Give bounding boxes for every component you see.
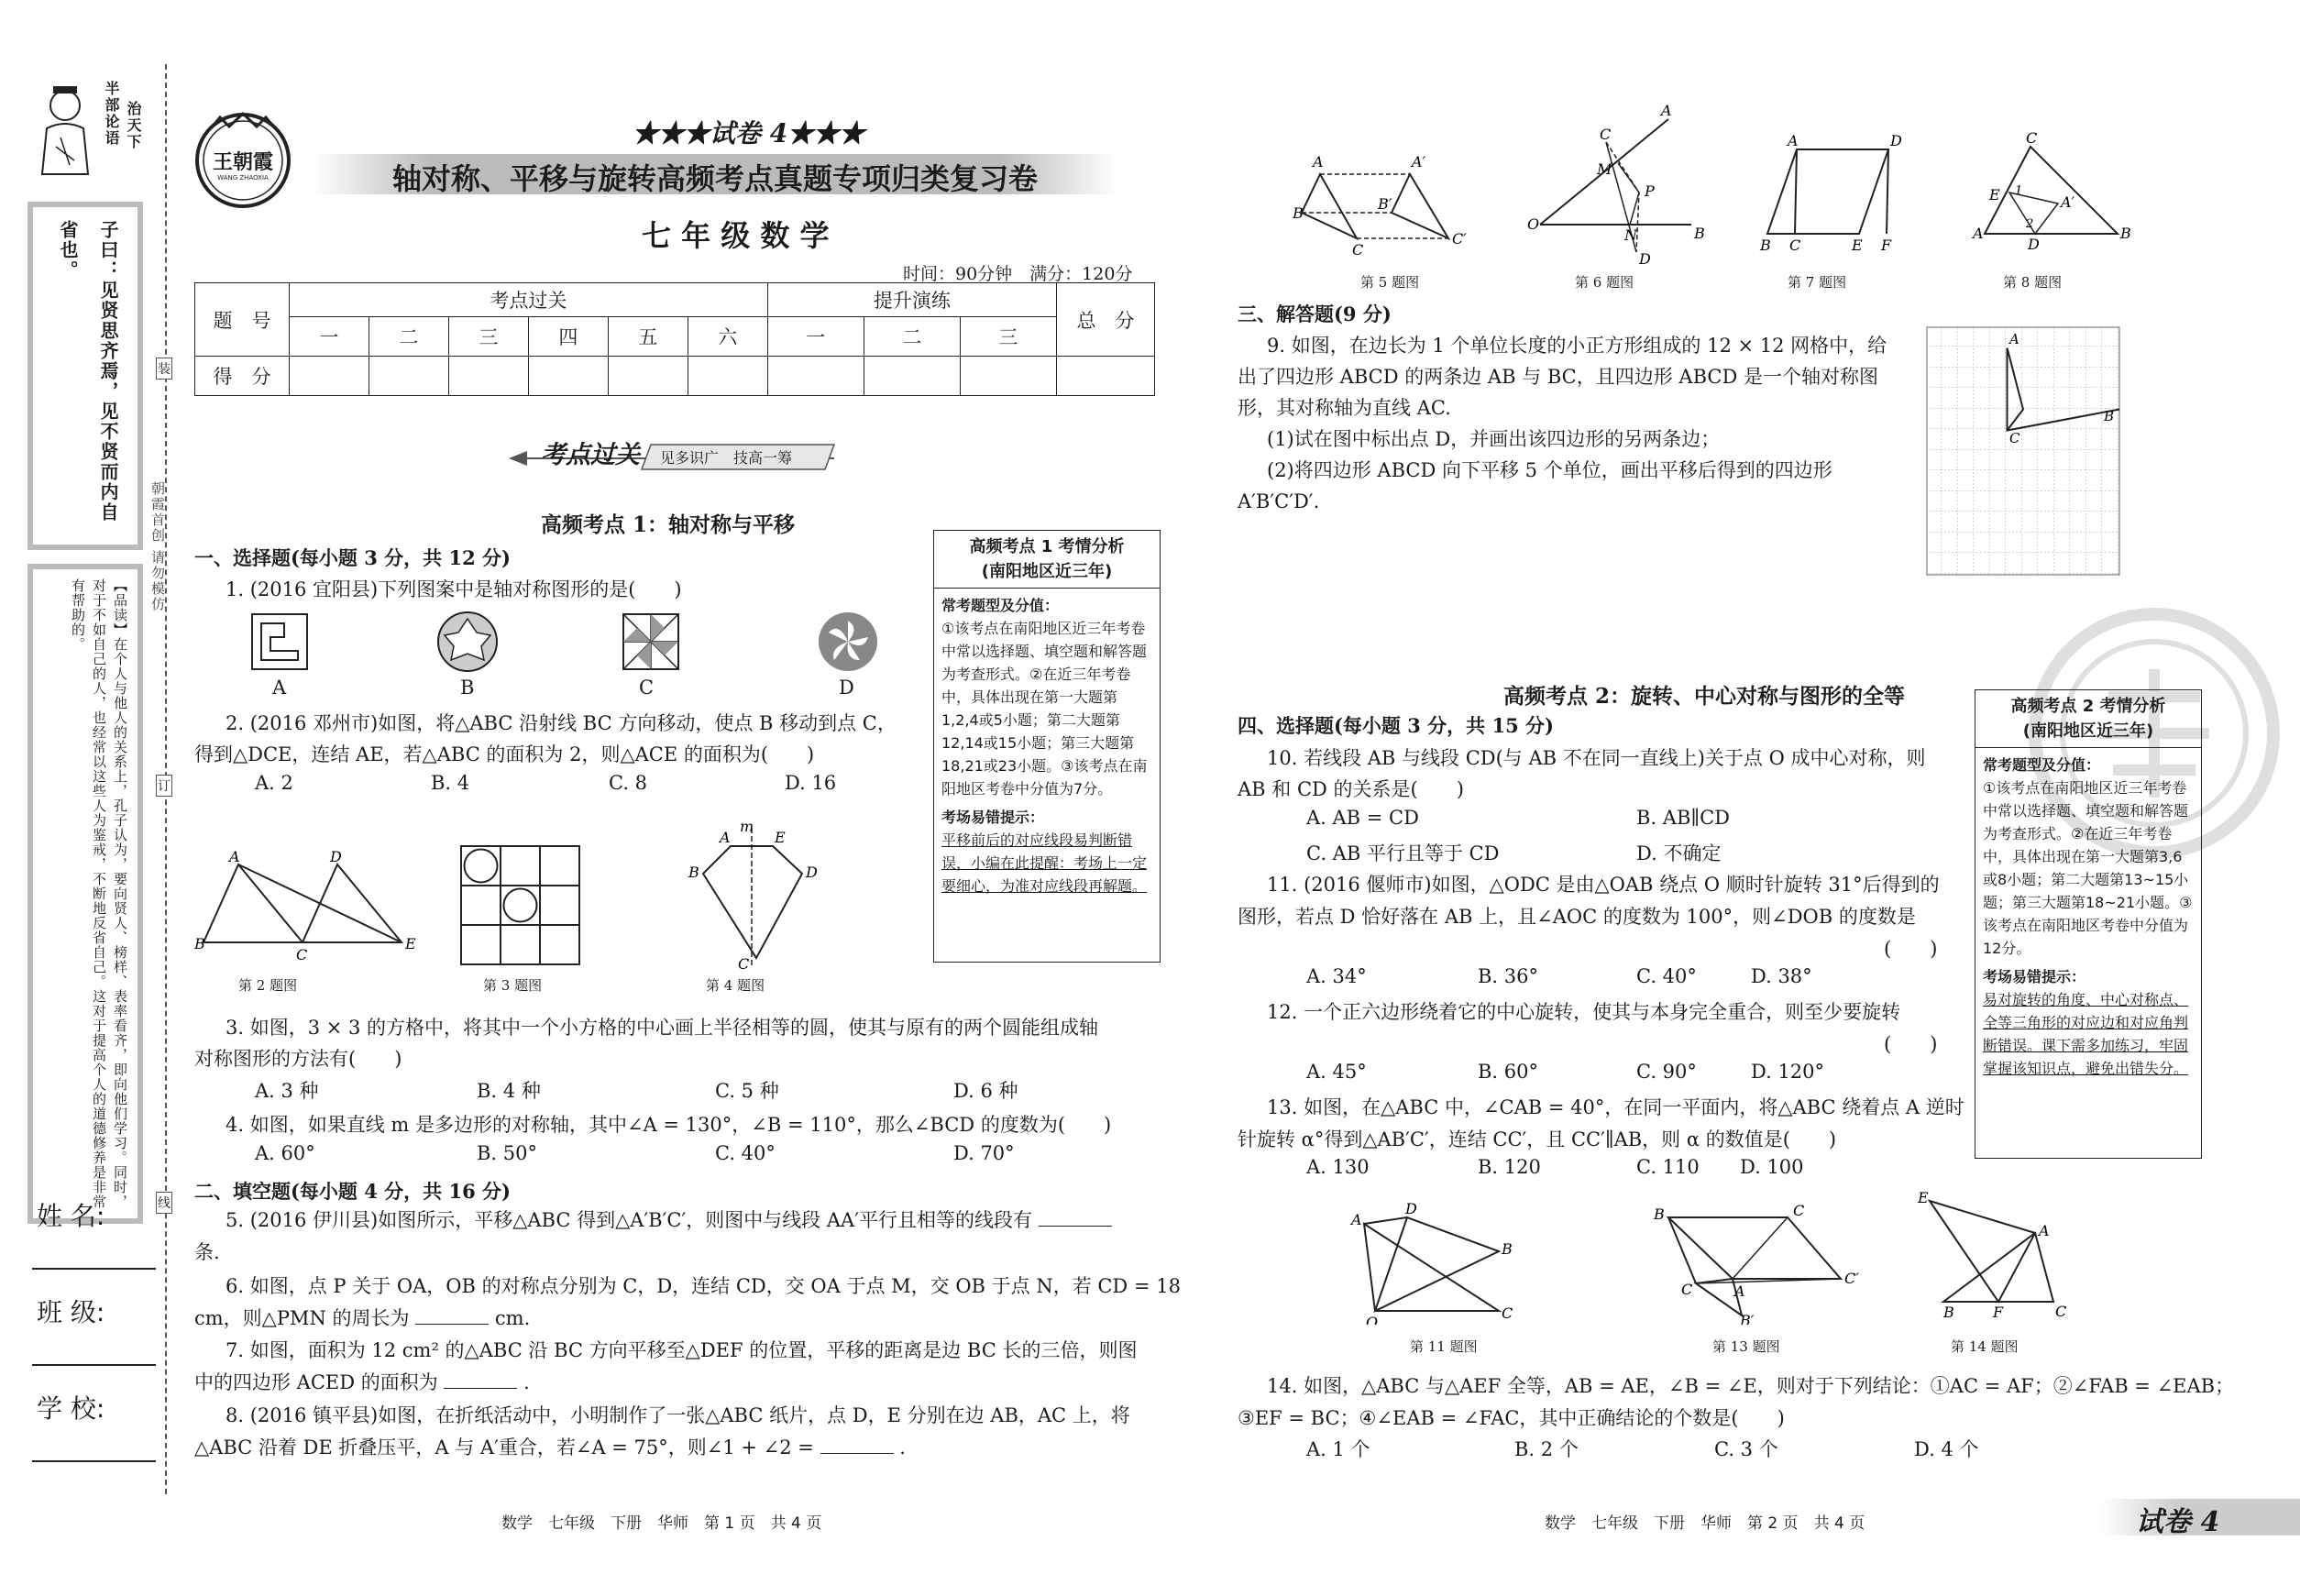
q13-text-1: 13. 如图，在△ABC 中，∠CAB = 40°，在同一平面内，将△ABC 绕着点 A 逆时 — [1267, 1096, 1964, 1118]
score-col: 二 — [369, 317, 448, 357]
q11-figure-svg — [1348, 1201, 1540, 1325]
svg-text:P: P — [1645, 182, 1655, 200]
q2-text-2: 得到△DCE，连结 AE，若△ABC 的面积为 2，则△ACE 的面积为( ) — [194, 743, 815, 765]
q1-option-d-icon — [819, 612, 877, 671]
q6-text-2b: cm. — [494, 1307, 531, 1329]
q11-option-a[interactable]: A. 34° — [1306, 965, 1367, 987]
name-line[interactable] — [32, 1268, 156, 1270]
score-col: 五 — [608, 317, 688, 357]
q14-figure-svg — [1907, 1192, 2090, 1320]
q6-caption: 第 6 题图 — [1575, 274, 1634, 291]
q4-caption: 第 4 题图 — [706, 977, 765, 994]
svg-text:A′: A′ — [2061, 193, 2075, 211]
q1-label-b: B — [460, 677, 475, 699]
svg-text:D: D — [2028, 236, 2040, 253]
q2-option-c[interactable]: C. 8 — [609, 772, 648, 794]
svg-text:B: B — [2120, 225, 2131, 242]
q8-text-1: 8. (2016 镇平县)如图，在折纸活动中，小明制作了一张△ABC 纸片，点 D，E 分别在边 AB，AC 上，将 — [226, 1404, 1130, 1426]
confucius-icon — [33, 73, 97, 183]
svg-text:A: A — [1788, 133, 1799, 149]
section-banner — [504, 431, 843, 477]
q12-option-b[interactable]: B. 60° — [1478, 1061, 1539, 1083]
class-label: 班 级: — [37, 1297, 105, 1327]
q2-option-a[interactable]: A. 2 — [255, 772, 293, 794]
topic2-box-h1: 常考题型及分值： — [1983, 756, 2101, 774]
q11-option-d[interactable]: D. 38° — [1751, 965, 1812, 987]
q10-option-c[interactable]: C. AB 平行且等于 CD — [1306, 842, 1500, 864]
q11-text-2: 图形，若点 D 恰好落在 AB 上，且∠AOC 的度数为 100°，则∠DOB 的度数是 — [1238, 906, 1916, 928]
q14-text-2: ③EF = BC；④∠EAB = ∠FAC，其中正确结论的个数是( ) — [1238, 1407, 1785, 1429]
score-cell[interactable] — [1057, 357, 1155, 396]
q7-answer-blank[interactable] — [444, 1388, 517, 1389]
q12-option-d[interactable]: D. 120° — [1751, 1061, 1825, 1083]
q9-text-2: 出了四边形 ABCD 的两条边 AB 与 BC，且四边形 ABCD 是一个轴对称图 — [1238, 366, 1878, 388]
section1-title: 一、选择题(每小题 3 分，共 12 分) — [194, 546, 511, 569]
svg-text:B: B — [1694, 225, 1705, 242]
q8-caption: 第 8 题图 — [2003, 274, 2063, 291]
q2-figure-svg — [193, 848, 422, 967]
q12-option-a[interactable]: A. 45° — [1306, 1061, 1367, 1083]
topic1-box-t1: ①该考点在南阳地区近三年考卷中常以选择题、填空题和解答题为考查形式。②在近三年考卷中，具体出现在第一大题第1,2,4或5小题；第二大题第12,14或15小题；第三大题第18,21或23小题。③该考点在南阳地区考卷中分值为7分。 — [941, 620, 1148, 798]
svg-text:D: D — [330, 848, 342, 865]
q9-grid[interactable] — [1925, 325, 2122, 578]
score-table-label-score: 得 分 — [195, 357, 290, 396]
time-info: 时间：90分钟 满分：120分 — [903, 264, 1133, 284]
section2-title: 二、填空题(每小题 4 分，共 16 分) — [194, 1180, 511, 1203]
score-cell[interactable] — [960, 357, 1056, 396]
q3-option-a[interactable]: A. 3 种 — [255, 1080, 319, 1102]
q5-figure-svg — [1293, 147, 1476, 266]
section4-title: 四、选择题(每小题 3 分，共 15 分) — [1238, 714, 1554, 737]
svg-text:D: D — [806, 864, 818, 881]
left-margin — [28, 64, 151, 1209]
score-cell[interactable] — [608, 357, 688, 396]
score-table-total: 总 分 — [1057, 283, 1155, 357]
logo-text-2: 治天下 — [125, 101, 142, 150]
q6-figure — [1522, 101, 1705, 266]
q10-text-1: 10. 若线段 AB 与线段 CD(与 AB 不在同一直线上)关于点 O 成中心对称，则 — [1267, 747, 1926, 769]
q3-option-d[interactable]: D. 6 种 — [953, 1080, 1018, 1102]
svg-text:B: B — [1943, 1304, 1954, 1320]
q10-option-b[interactable]: B. AB∥CD — [1636, 807, 1730, 829]
q8-text-2a: △ABC 沿着 DE 折叠压平，A 与 A′重合，若∠A = 75°，则∠1 + ∠2 = — [194, 1436, 814, 1458]
topic1-analysis-box — [933, 530, 1161, 963]
score-table-label-no: 题 号 — [195, 283, 290, 357]
svg-text:D: D — [1405, 1201, 1417, 1217]
quote-text: 子曰：见贤思齐焉，见不贤而内自省也。 — [57, 220, 119, 523]
svg-text:A: A — [1313, 153, 1324, 171]
q13-option-a[interactable]: A. 130 — [1306, 1156, 1370, 1178]
svg-text:E: E — [1918, 1192, 1929, 1206]
q2-option-b[interactable]: B. 4 — [431, 772, 470, 794]
topic2-analysis-box — [1975, 689, 2202, 1159]
score-col: 一 — [767, 317, 864, 357]
topic2-box-sub: (南阳地区近三年) — [2022, 721, 2154, 741]
q5-text-1-content: 5. (2016 伊川县)如图所示，平移△ABC 得到△A′B′C′，则图中与线段 AA′平行且相等的线段有 — [226, 1209, 1032, 1231]
q12-paren: ( ) — [1884, 1033, 1938, 1055]
q9-text-3: 形，其对称轴为直线 AC. — [1238, 397, 1451, 419]
footer-tag: 试卷 4 — [2136, 1506, 2220, 1538]
q8-figure-svg — [1971, 128, 2136, 257]
q14-option-a[interactable]: A. 1 个 — [1306, 1438, 1370, 1460]
q8-figure — [1971, 128, 2136, 257]
score-col: 六 — [688, 317, 767, 357]
svg-text:D: D — [1639, 250, 1651, 266]
score-table-group2: 提升演练 — [767, 283, 1056, 317]
svg-text:C: C — [1600, 126, 1612, 143]
q13-figure-svg — [1641, 1201, 1861, 1325]
svg-text:C: C — [1793, 1202, 1805, 1219]
q13-option-d[interactable]: D. 100 — [1740, 1156, 1804, 1178]
copyright-note: 朝霞首创 请勿模仿 — [149, 481, 166, 612]
q3-text-2: 对称图形的方法有( ) — [194, 1048, 402, 1070]
svg-text:C: C — [1352, 241, 1364, 259]
cut-mark-2: 订 — [156, 775, 172, 797]
class-line[interactable] — [32, 1364, 156, 1366]
score-col: 四 — [528, 317, 608, 357]
q10-option-a[interactable]: A. AB = CD — [1306, 807, 1419, 829]
q6-text-2a: cm，则△PMN 的周长为 — [194, 1307, 410, 1329]
q11-text-1: 11. (2016 偃师市)如图，△ODC 是由△OAB 绕点 O 顺时针旋转 31°后得到的 — [1267, 874, 1940, 896]
q5-caption: 第 5 题图 — [1360, 274, 1420, 291]
svg-text:B: B — [1654, 1205, 1665, 1223]
reading-box — [28, 564, 143, 1224]
q5-text-2: 条. — [194, 1241, 220, 1263]
svg-text:1: 1 — [2015, 184, 2023, 198]
q2-option-d[interactable]: D. 16 — [785, 772, 837, 794]
score-col: 三 — [448, 317, 528, 357]
svg-text:B: B — [1502, 1240, 1513, 1258]
score-cell[interactable] — [448, 357, 528, 396]
svg-text:C: C — [738, 955, 750, 972]
q7-text-2 — [194, 1367, 530, 1398]
topic2-title: 高频考点 2：旋转、中心对称与图形的全等 — [1503, 684, 1906, 709]
q10-option-d[interactable]: D. 不确定 — [1636, 842, 1722, 864]
q4-option-b[interactable]: B. 50° — [477, 1142, 538, 1164]
score-cell[interactable] — [864, 357, 960, 396]
q11-figure — [1348, 1201, 1540, 1325]
q1-label-a: A — [272, 677, 287, 699]
q14-caption: 第 14 题图 — [1951, 1338, 2019, 1355]
q4-option-c[interactable]: C. 40° — [715, 1142, 776, 1164]
score-table-group1: 考点过关 — [290, 283, 768, 317]
q1-label-d: D — [839, 677, 854, 699]
q1-option-a-icon — [252, 614, 307, 669]
score-cell[interactable] — [767, 357, 864, 396]
q7-text-2a: 中的四边形 ACED 的面积为 — [194, 1371, 438, 1393]
svg-text:A: A — [2009, 331, 2019, 347]
q4-option-a[interactable]: A. 60° — [255, 1142, 315, 1164]
score-cell[interactable] — [528, 357, 608, 396]
q7-text-2b: . — [523, 1371, 530, 1393]
svg-text:B′: B′ — [1378, 195, 1392, 213]
q13-caption: 第 13 题图 — [1712, 1338, 1780, 1355]
q10-text-2: AB 和 CD 的关系是( ) — [1238, 778, 1464, 800]
school-label: 学 校: — [37, 1393, 105, 1424]
q12-text: 12. 一个正六边形绕着它的中心旋转，使其与本身完全重合，则至少要旋转 — [1267, 1001, 1901, 1023]
svg-text:O: O — [1527, 215, 1540, 233]
q2-caption: 第 2 题图 — [238, 977, 298, 994]
q7-figure-svg — [1742, 133, 1916, 252]
topic1-box-h2: 考场易错提示： — [941, 809, 1045, 826]
svg-text:E: E — [1852, 237, 1863, 252]
q14-option-b[interactable]: B. 2 个 — [1514, 1438, 1579, 1460]
svg-text:C: C — [2055, 1303, 2067, 1320]
svg-text:A: A — [720, 829, 731, 846]
svg-text:M: M — [1597, 160, 1612, 178]
svg-text:F: F — [1993, 1304, 2004, 1320]
topic1-title: 高频考点 1：轴对称与平移 — [541, 512, 796, 537]
q13-text-2: 针旋转 α°得到△AB′C′，连结 CC′，且 CC′∥AB，则 α 的数值是( ) — [1238, 1128, 1837, 1150]
topic1-box-title: 高频考点 1 考情分析 — [969, 537, 1125, 556]
q6-answer-blank[interactable] — [415, 1324, 489, 1325]
svg-text:A: A — [1351, 1211, 1362, 1228]
footer-left: 数学 七年级 下册 华师 第 1 页 共 4 页 — [501, 1514, 822, 1533]
topic1-box-h1: 常考题型及分值： — [941, 597, 1060, 614]
q9-text-1: 9. 如图，在边长为 1 个单位长度的小正方形组成的 12 × 12 网格中，给 — [1267, 335, 1887, 357]
brand-name: 王朝霞 — [212, 150, 273, 174]
q13-option-b[interactable]: B. 120 — [1478, 1156, 1541, 1178]
topic1-box-t2: 平移前后的对应线段易判断错误，小编在此提醒：考场上一定要细心，为准对应线段再解题。 — [941, 831, 1148, 895]
q3-figure-svg — [458, 843, 582, 967]
score-col: 三 — [960, 317, 1056, 357]
svg-text:C: C — [2009, 430, 2020, 446]
name-label: 姓 名: — [37, 1201, 105, 1231]
q4-figure-svg — [683, 820, 820, 972]
topic2-box-title: 高频考点 2 考情分析 — [2010, 697, 2166, 716]
logo-figure — [33, 73, 97, 183]
svg-text:N: N — [1624, 226, 1637, 244]
q4-figure — [683, 820, 820, 972]
svg-text:B: B — [1293, 204, 1304, 222]
svg-text:B: B — [1760, 237, 1771, 252]
q13-option-c[interactable]: C. 110 — [1636, 1156, 1700, 1178]
svg-text:C′: C′ — [1452, 230, 1467, 248]
q9-text-4: (1)试在图中标出点 D，并画出该四边形的另两条边； — [1267, 428, 1721, 450]
q3-figure — [458, 843, 582, 967]
svg-text:O: O — [1366, 1314, 1379, 1325]
score-col: 二 — [864, 317, 960, 357]
svg-text:B: B — [2104, 408, 2115, 424]
cut-mark-1: 装 — [156, 358, 172, 380]
q1-text: 1. (2016 宜阳县)下列图案中是轴对称图形的是( ) — [226, 578, 682, 600]
q2-figure — [193, 848, 422, 967]
q11-caption: 第 11 题图 — [1410, 1338, 1478, 1355]
q3-option-c[interactable]: C. 5 种 — [715, 1080, 779, 1102]
svg-text:C: C — [1789, 237, 1801, 252]
paper-title: 轴对称、平移与旋转高频考点真题专项归类复习卷 — [391, 161, 1038, 196]
section3-title: 三、解答题(9 分) — [1238, 303, 1392, 325]
q5-figure — [1293, 147, 1476, 266]
q7-text-1: 7. 如图，面积为 12 cm² 的△ABC 沿 BC 方向平移至△DEF 的位置，平移的距离是边 BC 长的三倍，则图 — [226, 1339, 1138, 1361]
topic2-box-h2: 考场易错提示： — [1983, 968, 2086, 985]
q2-text-1: 2. (2016 邓州市)如图，将△ABC 沿射线 BC 方向移动，使点 B 移动到点 C， — [226, 712, 897, 734]
q14-figure — [1907, 1192, 2090, 1320]
topic2-box-t2: 易对旋转的角度、中心对称点、全等三角形的对应边和对应角判断错误。课下需多加练习，牢固掌握该知识点，避免出错失分。 — [1983, 991, 2189, 1077]
q4-text: 4. 如图，如果直线 m 是多边形的对称轴，其中∠A = 130°，∠B = 110°，那么∠BCD 的度数为( ) — [226, 1114, 1112, 1136]
quote-box — [28, 202, 143, 550]
q14-text-1: 14. 如图，△ABC 与△AEF 全等，AB = AE，∠B = ∠E，则对于下列结论：①AC = AF；②∠FAB = ∠EAB； — [1267, 1375, 2235, 1397]
brand-english: WANG ZHAOXIA — [217, 174, 269, 182]
brand-seal — [193, 110, 293, 211]
q11-paren: ( ) — [1884, 938, 1938, 960]
score-table — [194, 282, 1155, 396]
svg-text:E: E — [775, 829, 786, 846]
q11-option-b[interactable]: B. 36° — [1478, 965, 1539, 987]
svg-text:E: E — [1989, 186, 2000, 204]
svg-text:D: D — [1890, 133, 1902, 149]
q1-option-c-icon — [623, 614, 678, 669]
q1-figures-svg — [248, 610, 889, 701]
q9-text-6: A′B′C′D′. — [1238, 490, 1320, 512]
svg-text:B: B — [688, 864, 699, 881]
q3-text-1: 3. 如图，3 × 3 的方格中，将其中一个小方格的中心画上半径相等的圆，使其与原有的两个圆能组成轴 — [226, 1017, 1099, 1039]
svg-text:E: E — [405, 935, 416, 952]
svg-text:C: C — [1502, 1304, 1513, 1322]
svg-text:A: A — [1734, 1282, 1745, 1300]
svg-text:m: m — [740, 820, 754, 835]
q1-option-b-icon — [438, 612, 497, 671]
svg-text:C: C — [1681, 1281, 1693, 1298]
reading-text: 【品读】在个人与他人的关系上，孔子认为，要向贤人、榜样、表率看齐，即向他们学习。同时，对于不如自己的人，也经常以这些人为鉴戒，不断地反省自己。这对于提高个人的道德修养是非常有帮助的。 — [70, 578, 128, 1209]
q3-option-b[interactable]: B. 4 种 — [477, 1080, 541, 1102]
score-col: 一 — [290, 317, 369, 357]
q8-text-2 — [194, 1432, 906, 1463]
q5-answer-blank[interactable] — [1039, 1226, 1112, 1227]
q7-caption: 第 7 题图 — [1788, 274, 1847, 291]
svg-text:2: 2 — [2026, 217, 2034, 231]
svg-text:A′: A′ — [1412, 153, 1426, 171]
score-cell[interactable] — [688, 357, 767, 396]
q6-text-2 — [194, 1303, 530, 1334]
topic2-box-t1: ①该考点在南阳地区近三年考卷中常以选择题、填空题和解答题为考查形式。②在近三年考卷中，具体出现在第一大题第3,6或8小题；第二大题第13~15小题；第三大题第18~21小题。③该考点在南阳地区考卷中分值为12分。 — [1983, 779, 2193, 957]
svg-text:F: F — [1881, 237, 1892, 252]
cut-mark-3: 线 — [156, 1192, 172, 1214]
svg-text:C: C — [2026, 129, 2038, 147]
q9-grid-svg — [1925, 325, 2122, 578]
series-label: ★★★试卷 4★★★ — [633, 118, 865, 149]
svg-text:A: A — [229, 848, 240, 865]
svg-text:A: A — [1661, 102, 1672, 119]
q13-figure — [1641, 1201, 1861, 1325]
q11-option-c[interactable]: C. 40° — [1636, 965, 1697, 987]
q1-label-c: C — [639, 677, 655, 699]
q12-option-c[interactable]: C. 90° — [1636, 1061, 1697, 1083]
q8-answer-blank[interactable] — [820, 1453, 894, 1454]
q14-option-d[interactable]: D. 4 个 — [1914, 1438, 1979, 1460]
footer-right: 数学 七年级 下册 华师 第 2 页 共 4 页 — [1545, 1514, 1865, 1533]
svg-text:B′: B′ — [1740, 1312, 1755, 1325]
q7-figure — [1742, 133, 1916, 252]
q8-text-2b: . — [899, 1436, 906, 1458]
q6-text-1: 6. 如图，点 P 关于 OA，OB 的对称点分别为 C，D，连结 CD，交 OA 于点 M，交 OB 于点 N，若 CD = 18 — [226, 1275, 1181, 1297]
svg-text:A: A — [2039, 1222, 2050, 1239]
score-cell[interactable] — [290, 357, 369, 396]
score-cell[interactable] — [369, 357, 448, 396]
topic1-box-sub: (南阳地区近三年) — [981, 562, 1113, 581]
q3-caption: 第 3 题图 — [483, 977, 543, 994]
subject-title: 七 年 级 数 学 — [642, 218, 830, 253]
q5-text-1 — [226, 1205, 1112, 1236]
q14-option-c[interactable]: C. 3 个 — [1714, 1438, 1778, 1460]
logo-text: 半部论语 — [103, 81, 120, 147]
q6-figure-svg — [1522, 101, 1705, 266]
q9-text-5: (2)将四边形 ABCD 向下平移 5 个单位，画出平移后得到的四边形 — [1267, 459, 1832, 481]
svg-text:B: B — [194, 935, 205, 952]
school-line[interactable] — [32, 1460, 156, 1462]
banner-title: 考点过关 — [541, 441, 640, 469]
q4-option-d[interactable]: D. 70° — [953, 1142, 1015, 1164]
svg-text:A: A — [1973, 225, 1984, 242]
q1-figures — [248, 610, 889, 701]
banner-subtitle: 见多识广 技高一筹 — [660, 449, 793, 467]
svg-text:C: C — [296, 946, 308, 963]
svg-text:C′: C′ — [1844, 1270, 1859, 1287]
